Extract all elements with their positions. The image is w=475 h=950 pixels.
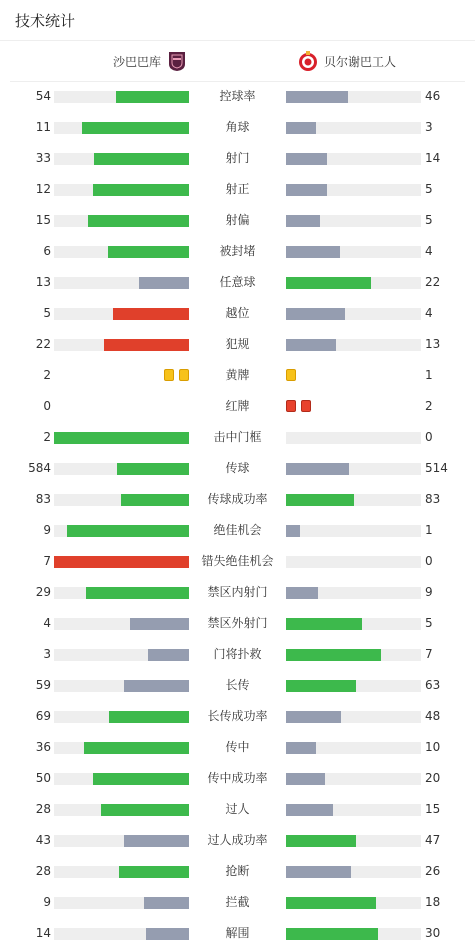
home-stat-bar-fill — [94, 153, 189, 165]
home-stat-bar — [54, 277, 189, 289]
away-stat-value: 15 — [425, 802, 441, 816]
away-stat-value: 3 — [425, 120, 433, 134]
away-stat-bar — [286, 742, 421, 754]
stat-label: 射门 — [225, 151, 250, 165]
home-stat-bar — [54, 866, 189, 878]
home-stat-value: 7 — [43, 554, 51, 568]
stat-row — [0, 608, 475, 639]
stat-label: 禁区内射门 — [207, 585, 268, 599]
away-stat-bar-fill — [286, 215, 320, 227]
stat-row — [0, 577, 475, 608]
home-stat-value: 5 — [43, 306, 51, 320]
away-stat-bar — [286, 277, 421, 289]
away-stat-bar-fill — [286, 463, 349, 475]
stat-row — [0, 360, 475, 391]
away-stat-value: 0 — [425, 554, 433, 568]
away-stat-bar — [286, 432, 421, 444]
away-stat-bar — [286, 308, 421, 320]
away-stat-bar-fill — [286, 835, 356, 847]
home-stat-value: 0 — [43, 399, 51, 413]
away-stat-value: 47 — [425, 833, 441, 847]
home-stat-bar-fill — [108, 246, 189, 258]
home-stat-bar-fill — [93, 184, 189, 196]
stat-label: 越位 — [225, 306, 250, 320]
stat-label: 抢断 — [225, 864, 250, 878]
stat-row — [0, 205, 475, 236]
away-stat-value: 63 — [425, 678, 441, 692]
away-stat-bar — [286, 556, 421, 568]
away-stat-bar-fill — [286, 308, 345, 320]
home-stat-value: 9 — [43, 895, 51, 909]
home-stat-bar-fill — [130, 618, 189, 630]
away-stat-value: 18 — [425, 895, 441, 909]
away-stat-bar — [286, 835, 421, 847]
home-stat-bar-fill — [88, 215, 189, 227]
home-stat-bar — [54, 773, 189, 785]
home-stat-bar-fill — [148, 649, 189, 661]
away-stat-bar — [286, 215, 421, 227]
home-stat-bar — [54, 432, 189, 444]
stats-header — [0, 0, 475, 41]
home-stat-value: 3 — [43, 647, 51, 661]
home-stat-value: 2 — [43, 368, 51, 382]
home-stat-bar-fill — [93, 773, 189, 785]
stat-row — [0, 174, 475, 205]
away-stat-bar-fill — [286, 494, 354, 506]
away-stat-bar — [286, 649, 421, 661]
home-stat-bar — [54, 587, 189, 599]
stat-label: 解围 — [225, 926, 250, 940]
stat-row — [0, 422, 475, 453]
home-stat-bar-fill — [146, 928, 189, 940]
away-stat-bar-fill — [286, 91, 348, 103]
away-stat-bar-fill — [286, 153, 327, 165]
home-stat-bar-fill — [54, 432, 189, 444]
away-stat-bar-fill — [286, 773, 325, 785]
away-stat-value: 7 — [425, 647, 433, 661]
home-stat-value: 33 — [35, 151, 51, 165]
home-stat-value: 28 — [35, 864, 51, 878]
home-stat-bar — [54, 711, 189, 723]
home-stat-value: 4 — [43, 616, 51, 630]
stat-row — [0, 670, 475, 701]
away-stat-bar-fill — [286, 649, 381, 661]
stat-label: 角球 — [225, 120, 250, 134]
home-stat-bar — [54, 928, 189, 940]
away-stat-bar — [286, 91, 421, 103]
away-stat-value: 5 — [425, 213, 433, 227]
home-stat-bar-fill — [67, 525, 189, 537]
stat-label: 禁区外射门 — [207, 616, 268, 630]
away-stat-bar-fill — [286, 804, 333, 816]
stat-row — [0, 856, 475, 887]
away-stat-bar — [286, 897, 421, 909]
away-stat-bar-fill — [286, 277, 371, 289]
away-stat-bar-fill — [286, 928, 378, 940]
away-stat-bar — [286, 866, 421, 878]
away-stat-bar-fill — [286, 339, 336, 351]
stat-row — [0, 484, 475, 515]
away-red-card-icon — [301, 400, 311, 412]
stat-label: 过人成功率 — [207, 833, 268, 847]
stat-label: 传球成功率 — [207, 492, 268, 506]
home-stat-bar-fill — [54, 556, 189, 568]
home-stat-bar-fill — [117, 463, 189, 475]
stat-row — [0, 825, 475, 856]
stat-row — [0, 112, 475, 143]
away-stat-value: 14 — [425, 151, 441, 165]
home-yellow-card-icon — [164, 369, 174, 381]
stat-row — [0, 515, 475, 546]
away-stat-value: 13 — [425, 337, 441, 351]
stat-row — [0, 794, 475, 825]
home-stat-bar — [54, 308, 189, 320]
away-stat-value: 20 — [425, 771, 441, 785]
home-stat-bar — [54, 339, 189, 351]
stat-label: 红牌 — [225, 399, 250, 413]
home-stat-value: 54 — [35, 89, 51, 103]
away-stat-bar — [286, 153, 421, 165]
away-stat-bar — [286, 928, 421, 940]
stat-row — [0, 298, 475, 329]
stat-label: 过人 — [225, 802, 250, 816]
stat-row — [0, 732, 475, 763]
away-stat-value: 4 — [425, 306, 433, 320]
away-stat-bar-fill — [286, 866, 351, 878]
stat-row — [0, 701, 475, 732]
home-stat-value: 69 — [35, 709, 51, 723]
home-stat-bar — [54, 556, 189, 568]
away-stat-value: 48 — [425, 709, 441, 723]
stat-label: 传球 — [225, 461, 250, 475]
stat-label: 犯规 — [225, 337, 250, 351]
away-stat-value: 1 — [425, 523, 433, 537]
away-stat-value: 5 — [425, 182, 433, 196]
away-stat-value: 46 — [425, 89, 441, 103]
stat-label: 任意球 — [219, 275, 256, 289]
away-stat-bar — [286, 618, 421, 630]
stat-label: 被封堵 — [219, 244, 256, 258]
home-stat-bar — [54, 835, 189, 847]
stat-row — [0, 918, 475, 949]
stat-label: 错失绝佳机会 — [201, 554, 274, 568]
away-stat-bar — [286, 773, 421, 785]
home-stat-value: 9 — [43, 523, 51, 537]
home-stat-bar — [54, 246, 189, 258]
home-stat-bar — [54, 215, 189, 227]
home-stat-bar-fill — [124, 835, 189, 847]
stat-row — [0, 267, 475, 298]
home-stat-value: 584 — [28, 461, 51, 475]
home-stat-bar-fill — [124, 680, 189, 692]
away-team-name: 贝尔谢巴工人 — [324, 54, 397, 69]
away-stat-bar — [286, 525, 421, 537]
away-stat-value: 22 — [425, 275, 441, 289]
home-stat-value: 11 — [35, 120, 51, 134]
home-stat-bar — [54, 122, 189, 134]
away-stat-bar — [286, 339, 421, 351]
stat-row — [0, 81, 475, 112]
home-stat-value: 43 — [35, 833, 51, 847]
page-title: 技术统计 — [15, 11, 76, 30]
away-stat-value: 30 — [425, 926, 441, 940]
home-stat-bar — [54, 680, 189, 692]
stat-label: 绝佳机会 — [213, 523, 262, 537]
away-stat-bar-fill — [286, 680, 356, 692]
away-team[interactable] — [292, 41, 396, 81]
stat-row — [0, 763, 475, 794]
away-stat-value: 10 — [425, 740, 441, 754]
home-stat-value: 2 — [43, 430, 51, 444]
home-stat-bar — [54, 804, 189, 816]
stat-row — [0, 639, 475, 670]
home-stat-value: 15 — [35, 213, 51, 227]
home-stat-bar-fill — [84, 742, 189, 754]
home-team[interactable] — [113, 41, 193, 81]
home-stat-bar — [54, 649, 189, 661]
stat-label: 拦截 — [225, 895, 250, 909]
stat-row — [0, 391, 475, 422]
away-stat-bar-fill — [286, 742, 316, 754]
home-stat-bar — [54, 91, 189, 103]
home-stat-bar — [54, 525, 189, 537]
stat-label: 传中 — [225, 740, 250, 754]
away-stat-bar — [286, 494, 421, 506]
away-stat-bar — [286, 246, 421, 258]
home-stat-value: 22 — [35, 337, 51, 351]
away-stat-bar — [286, 680, 421, 692]
away-stat-value: 83 — [425, 492, 441, 506]
away-stat-value: 0 — [425, 430, 433, 444]
home-stat-bar-fill — [101, 804, 189, 816]
stat-row — [0, 143, 475, 174]
away-stat-bar — [286, 711, 421, 723]
stat-row — [0, 546, 475, 577]
home-stat-bar — [54, 742, 189, 754]
home-stat-bar-fill — [82, 122, 189, 134]
away-stat-bar — [286, 122, 421, 134]
home-stat-bar-fill — [104, 339, 189, 351]
away-yellow-card-icon — [286, 369, 296, 381]
home-stat-bar-fill — [121, 494, 189, 506]
away-stat-bar — [286, 463, 421, 475]
stat-row — [0, 887, 475, 918]
stat-label: 射正 — [225, 182, 250, 196]
away-stat-value: 514 — [425, 461, 448, 475]
away-stat-bar — [286, 804, 421, 816]
away-stat-bar — [286, 587, 421, 599]
stat-row — [0, 329, 475, 360]
stat-label: 长传成功率 — [207, 709, 268, 723]
home-stat-bar-fill — [144, 897, 189, 909]
home-stat-bar-fill — [139, 277, 189, 289]
stat-label: 门将扑救 — [213, 647, 262, 661]
home-stat-bar-fill — [109, 711, 189, 723]
away-stat-bar-fill — [286, 184, 327, 196]
home-stat-value: 14 — [35, 926, 51, 940]
stat-label: 射偏 — [225, 213, 250, 227]
home-stat-value: 36 — [35, 740, 51, 754]
home-stat-value: 28 — [35, 802, 51, 816]
home-stat-bar — [54, 153, 189, 165]
home-stat-bar-fill — [113, 308, 189, 320]
stat-row — [0, 236, 475, 267]
home-yellow-card-icon — [179, 369, 189, 381]
away-stat-bar-fill — [286, 618, 362, 630]
away-stat-value: 4 — [425, 244, 433, 258]
away-stat-bar — [286, 184, 421, 196]
away-stat-bar-fill — [286, 525, 300, 537]
stats-list — [0, 81, 475, 949]
away-stat-value: 5 — [425, 616, 433, 630]
stat-label: 黄牌 — [225, 368, 250, 382]
away-stat-value: 1 — [425, 368, 433, 382]
stat-label: 长传 — [225, 678, 250, 692]
home-stat-value: 29 — [35, 585, 51, 599]
home-stat-bar-fill — [86, 587, 189, 599]
home-stat-bar-fill — [116, 91, 189, 103]
away-stat-bar-fill — [286, 122, 316, 134]
home-stat-bar — [54, 897, 189, 909]
home-stat-bar — [54, 463, 189, 475]
stat-label: 传中成功率 — [207, 771, 268, 785]
away-stat-bar-fill — [286, 587, 318, 599]
home-stat-bar — [54, 184, 189, 196]
home-team-name: 沙巴巴库 — [113, 54, 162, 69]
home-stat-bar-fill — [119, 866, 189, 878]
away-stat-value: 9 — [425, 585, 433, 599]
home-stat-value: 59 — [35, 678, 51, 692]
home-stat-value: 13 — [35, 275, 51, 289]
home-stat-value: 12 — [35, 182, 51, 196]
stat-row — [0, 453, 475, 484]
stat-label: 击中门框 — [213, 430, 262, 444]
away-stat-bar-fill — [286, 711, 341, 723]
home-stat-bar — [54, 618, 189, 630]
away-team-logo-icon — [298, 50, 318, 72]
away-stat-value: 26 — [425, 864, 441, 878]
home-stat-value: 83 — [35, 492, 51, 506]
home-team-logo-icon — [167, 50, 187, 72]
away-stat-bar-fill — [286, 897, 376, 909]
away-red-card-icon — [286, 400, 296, 412]
team-header — [10, 41, 465, 82]
home-stat-value: 6 — [43, 244, 51, 258]
away-stat-value: 2 — [425, 399, 433, 413]
stat-label: 控球率 — [219, 89, 256, 103]
home-stat-value: 50 — [35, 771, 51, 785]
home-stat-bar — [54, 494, 189, 506]
away-stat-bar-fill — [286, 246, 340, 258]
